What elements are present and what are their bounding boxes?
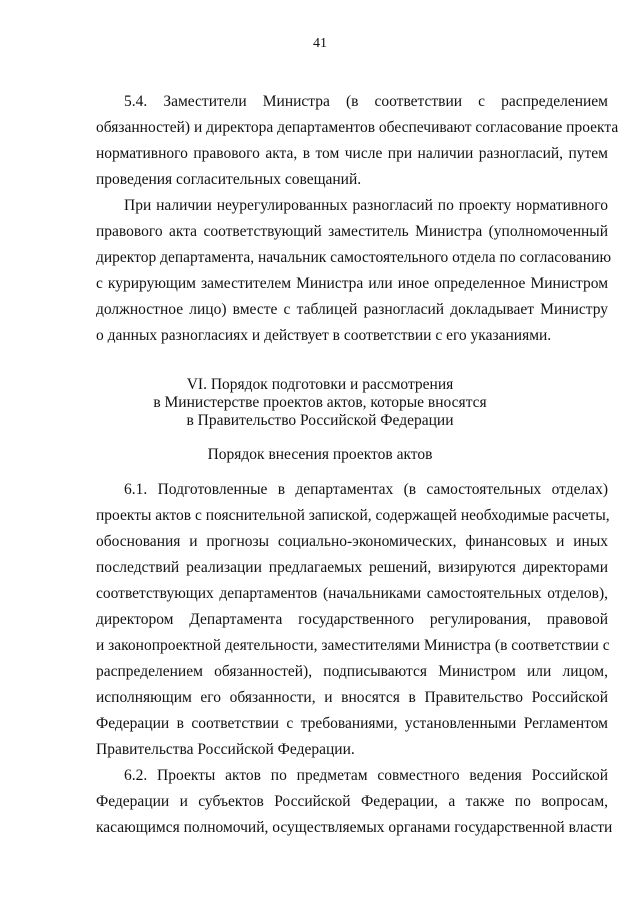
para-disagreements-line: с курирующим заместителем Министра или иное определенное Министром	[96, 275, 608, 292]
para-6-1-line: Правительства Российской Федерации.	[96, 741, 355, 758]
para-5-4-line: обязанностей) и директора департаментов обеспечивают согласование проекта	[96, 119, 619, 136]
para-6-1-line: Федерации в соответствии с требованиями, установленными Регламентом	[96, 715, 608, 732]
para-6-1-line: проекты актов с пояснительной запиской, содержащей необходимые расчеты,	[96, 507, 610, 524]
para-6-1-line: соответствующих департаментов (начальниками самостоятельных отделов),	[96, 585, 608, 602]
para-6-2-line: касающимся полномочий, осуществляемых органами государственной власти	[96, 819, 613, 836]
page-number: 41	[313, 36, 327, 51]
para-5-4-line: нормативного правового акта, в том числе при наличии разногласий, путем	[96, 145, 608, 162]
para-6-1-line: 6.1. Подготовленные в департаментах (в самостоятельных отделах)	[124, 481, 608, 498]
para-6-2-line: 6.2. Проекты актов по предметам совместного ведения Российской	[124, 767, 608, 784]
para-6-1-line: распределением обязанностей), подписываются Министром или лицом,	[96, 663, 608, 680]
para-5-4-line: 5.4. Заместители Министра (в соответствии с распределением	[124, 93, 608, 110]
section-heading-line: в Правительство Российской Федерации	[186, 412, 454, 429]
para-6-1-line: исполняющим его обязанности, и вносятся в Правительство Российской	[96, 689, 608, 706]
section-heading-line: VI. Порядок подготовки и рассмотрения	[186, 376, 454, 393]
subheading: Порядок внесения проектов актов	[207, 446, 433, 463]
para-disagreements-line: При наличии неурегулированных разногласий по проекту нормативного	[124, 197, 608, 214]
para-disagreements-line: о данных разногласиях и действует в соответствии с его указаниями.	[96, 327, 552, 344]
para-disagreements-line: директор департамента, начальник самостоятельного отдела по согласованию	[96, 249, 612, 266]
section-heading-line: в Министерстве проектов актов, которые вносятся	[153, 394, 487, 411]
para-disagreements-line: должностное лицо) вместе с таблицей разногласий докладывает Министру	[96, 301, 608, 318]
para-6-1-line: и законопроектной деятельности, заместителями Министра (в соответствии с	[96, 637, 610, 654]
para-5-4-line: проведения согласительных совещаний.	[96, 171, 362, 188]
para-6-1-line: последствий реализации предлагаемых решений, визируются директорами	[96, 559, 608, 576]
para-disagreements-line: правового акта соответствующий заместитель Министра (уполномоченный	[96, 223, 608, 240]
para-6-1-line: директором Департамента государственного регулирования, правовой	[96, 611, 608, 628]
para-6-1-line: обоснования и прогнозы социально-экономических, финансовых и иных	[96, 533, 608, 550]
para-6-2-line: Федерации и субъектов Российской Федерации, а также по вопросам,	[96, 793, 608, 810]
